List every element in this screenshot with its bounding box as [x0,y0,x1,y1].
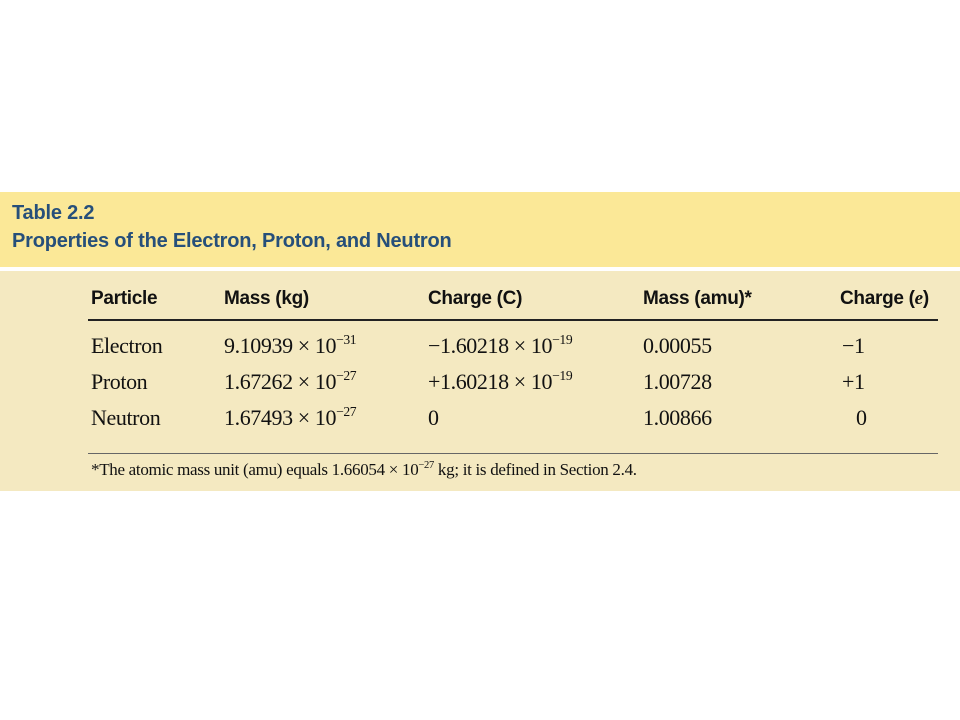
charge-e-symbol: e [914,288,923,309]
charge-e-suffix: ) [922,288,929,309]
mass-kg-exponent: −27 [336,404,357,420]
column-header-charge-c: Charge (C) [428,288,523,309]
mass-kg-mantissa: 1.67262 × 10 [224,369,337,394]
column-header-particle: Particle [91,288,158,309]
cell-mass-amu-neutron: 1.00866 [643,405,712,430]
charge-c-exponent: −19 [552,332,573,348]
table-footnote [91,460,637,480]
column-header-mass-amu: Mass (amu)* [643,288,752,309]
cell-particle-neutron: Neutron [91,405,161,430]
cell-charge-e-electron: −1 [842,333,865,358]
header-rule [88,319,938,321]
header-divider [0,267,960,271]
cell-charge-c-electron [428,333,572,359]
footnote-text-before: *The atomic mass unit (amu) equals 1.66054 × 10 [91,460,419,479]
charge-c-mantissa: 0 [428,405,439,430]
cell-mass-amu-proton: 1.00728 [643,369,712,394]
footnote-exponent: −27 [418,460,434,472]
cell-charge-c-proton [428,369,572,395]
cell-mass-amu-electron: 0.00055 [643,333,712,358]
table-header-band [0,192,960,267]
cell-charge-e-proton: +1 [842,369,865,394]
mass-kg-mantissa: 9.10939 × 10 [224,333,337,358]
mass-kg-exponent: −31 [336,332,357,348]
mass-kg-exponent: −27 [336,368,357,384]
cell-particle-proton: Proton [91,369,148,394]
charge-c-mantissa: +1.60218 × 10 [428,369,553,394]
charge-e-prefix: Charge ( [840,288,915,309]
cell-mass-kg-neutron [224,405,356,431]
charge-c-mantissa: −1.60218 × 10 [428,333,553,358]
charge-c-exponent: −19 [552,368,573,384]
column-header-charge-e [840,288,929,310]
cell-particle-electron: Electron [91,333,163,358]
cell-charge-e-neutron: 0 [856,405,867,430]
footnote-text-after: kg; it is defined in Section 2.4. [433,460,637,479]
cell-mass-kg-electron [224,333,356,359]
table-label: Table 2.2 [12,202,95,224]
table-caption: Properties of the Electron, Proton, and Neutron [12,230,452,252]
cell-charge-c-neutron [428,405,439,431]
mass-kg-mantissa: 1.67493 × 10 [224,405,337,430]
column-header-mass-kg: Mass (kg) [224,288,309,309]
table-panel [0,192,960,491]
cell-mass-kg-proton [224,369,356,395]
footer-rule [88,453,938,454]
